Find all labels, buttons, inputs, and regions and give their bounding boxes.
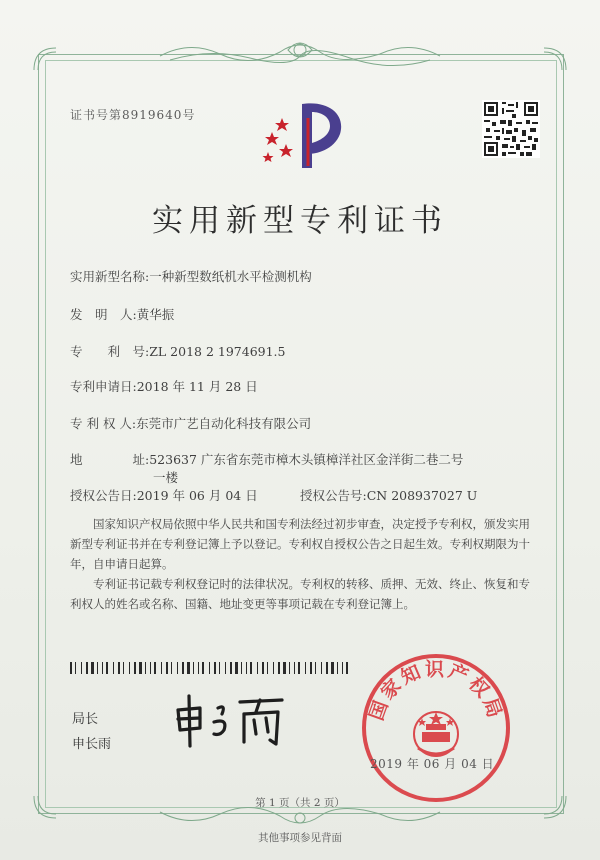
top-ornament <box>150 34 450 68</box>
grant-date-label: 授权公告日: <box>70 488 137 503</box>
corner-ornament-tl <box>30 44 60 74</box>
grant-date: 2019 年 06 月 04 日 <box>136 488 258 503</box>
page-number: 第 1 页（共 2 页） <box>255 797 345 809</box>
application-date-row <box>70 377 258 395</box>
certificate-number: 证书号第8919640号 <box>70 108 196 122</box>
qr-code <box>482 100 540 158</box>
field-label: 专 利 号: <box>70 344 150 359</box>
inventor-name: 黄华振 <box>136 307 175 322</box>
patent-office-logo <box>258 96 354 172</box>
address-line-1: 523637 广东省东莞市樟木头镇樟洋社区金洋街二巷二号 <box>149 452 464 467</box>
back-note: 其他事项参见背面 <box>258 832 342 844</box>
field-label: 发 明 人: <box>70 307 137 322</box>
application-date: 2018 年 11 月 28 日 <box>136 379 258 394</box>
address-row <box>70 450 463 468</box>
inventor-row <box>70 305 174 323</box>
legal-paragraph-2: 专利证书记载专利权登记时的法律状况。专利权的转移、质押、无效、终止、恢复和专利权人的姓名或名称、国籍、地址变更等事项记载在专利登记簿上。 <box>70 577 530 611</box>
grant-number-label: 授权公告号: <box>300 488 367 503</box>
grant-number-row <box>300 486 477 504</box>
grant-number: CN 208937027 U <box>366 488 478 503</box>
utility-model-name-row <box>70 267 312 285</box>
legal-paragraph-1: 国家知识产权局依照中华人民共和国专利法经过初步审查，决定授予专利权，颁发实用新型专利证书并在专利登记簿上予以登记。专利权自授权公告之日起生效。专利权期限为十年，自申请日起算。 <box>70 517 530 571</box>
official-seal <box>360 652 512 804</box>
patentee-row <box>70 414 311 432</box>
seal-text: 国家知识产权局 <box>365 658 507 724</box>
patent-number: ZL 2018 2 1974691.5 <box>149 344 286 359</box>
patent-number-row <box>70 342 286 360</box>
barcode <box>70 662 352 674</box>
grant-row <box>70 486 258 504</box>
director-signature <box>170 688 290 752</box>
field-label: 专利申请日: <box>70 379 137 394</box>
field-label: 专 利 权 人: <box>70 416 137 431</box>
director-title: 局长 <box>72 712 99 727</box>
address-line-2: 一楼 <box>153 470 179 485</box>
corner-ornament-tr <box>540 44 570 74</box>
certificate-title: 实用新型专利证书 <box>152 203 448 239</box>
utility-model-name: 一种新型数纸机水平检测机构 <box>149 269 312 284</box>
patentee-name: 东莞市广艺自动化科技有限公司 <box>136 416 312 431</box>
seal-date: 2019 年 06 月 04 日 <box>370 757 495 771</box>
field-label: 地 址: <box>70 452 150 467</box>
address-row-cont <box>153 468 178 486</box>
field-label: 实用新型名称: <box>70 269 150 284</box>
director-name: 申长雨 <box>72 737 112 752</box>
